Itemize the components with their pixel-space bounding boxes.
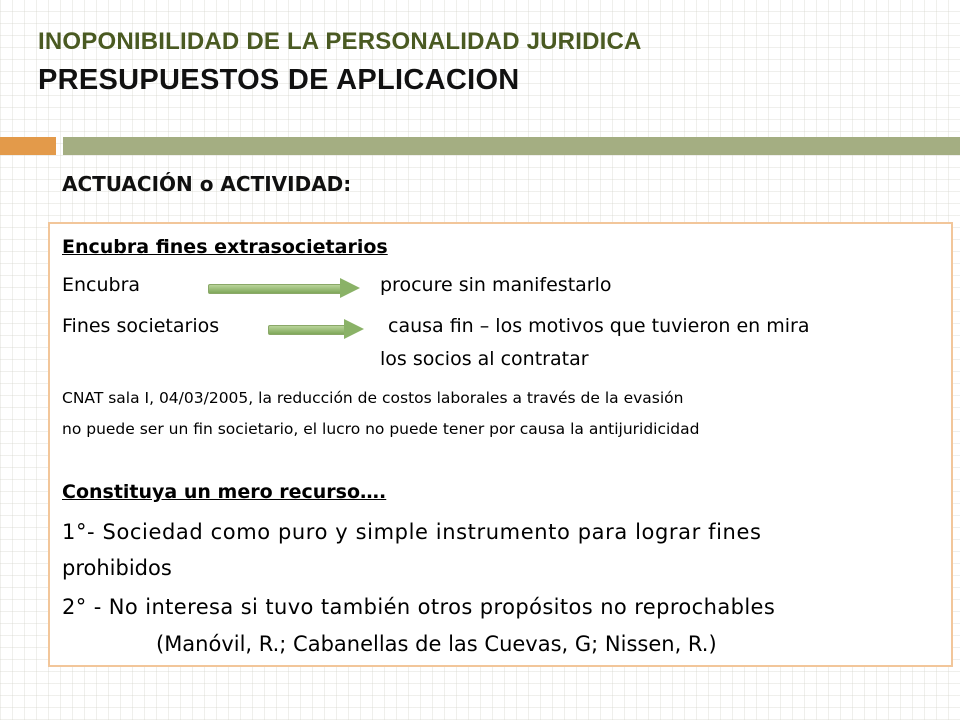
section-heading: ACTUACIÓN o ACTIVIDAD: <box>62 172 352 196</box>
term-encubra: Encubra <box>62 274 141 296</box>
arrow-right-icon <box>268 322 364 336</box>
meaning-fines-societarios: causa fin – los motivos que tuvieron en mira <box>388 315 810 337</box>
heading-encubra: Encubra fines extrasocietarios <box>62 236 388 258</box>
arrow-right-icon <box>208 281 360 295</box>
point-2-cont: (Manóvil, R.; Cabanellas de las Cuevas, G; Nissen, R.) <box>156 632 717 656</box>
heading-mero-recurso: Constituya un mero recurso…. <box>62 481 387 503</box>
citation-line-1: CNAT sala I, 04/03/2005, la reducción de costos laborales a través de la evasión <box>62 389 684 407</box>
meaning-fines-societarios-cont: los socios al contratar <box>380 348 589 370</box>
meaning-encubra: procure sin manifestarlo <box>380 274 612 296</box>
accent-bar-orange <box>0 137 56 155</box>
point-2: 2° - No interesa si tuvo también otros propósitos no reprochables <box>62 595 776 619</box>
content-box <box>48 222 953 667</box>
point-1: 1°- Sociedad como puro y simple instrumento para lograr fines <box>62 520 762 544</box>
term-fines-societarios: Fines societarios <box>62 315 220 337</box>
slide-subtitle: PRESUPUESTOS DE APLICACION <box>38 64 520 96</box>
accent-bar-green <box>63 137 960 155</box>
point-1-cont: prohibidos <box>62 556 172 580</box>
citation-line-2: no puede ser un fin societario, el lucro no puede tener por causa la antijuridicidad <box>62 420 700 438</box>
slide-title: INOPONIBILIDAD DE LA PERSONALIDAD JURIDICA <box>38 28 642 55</box>
